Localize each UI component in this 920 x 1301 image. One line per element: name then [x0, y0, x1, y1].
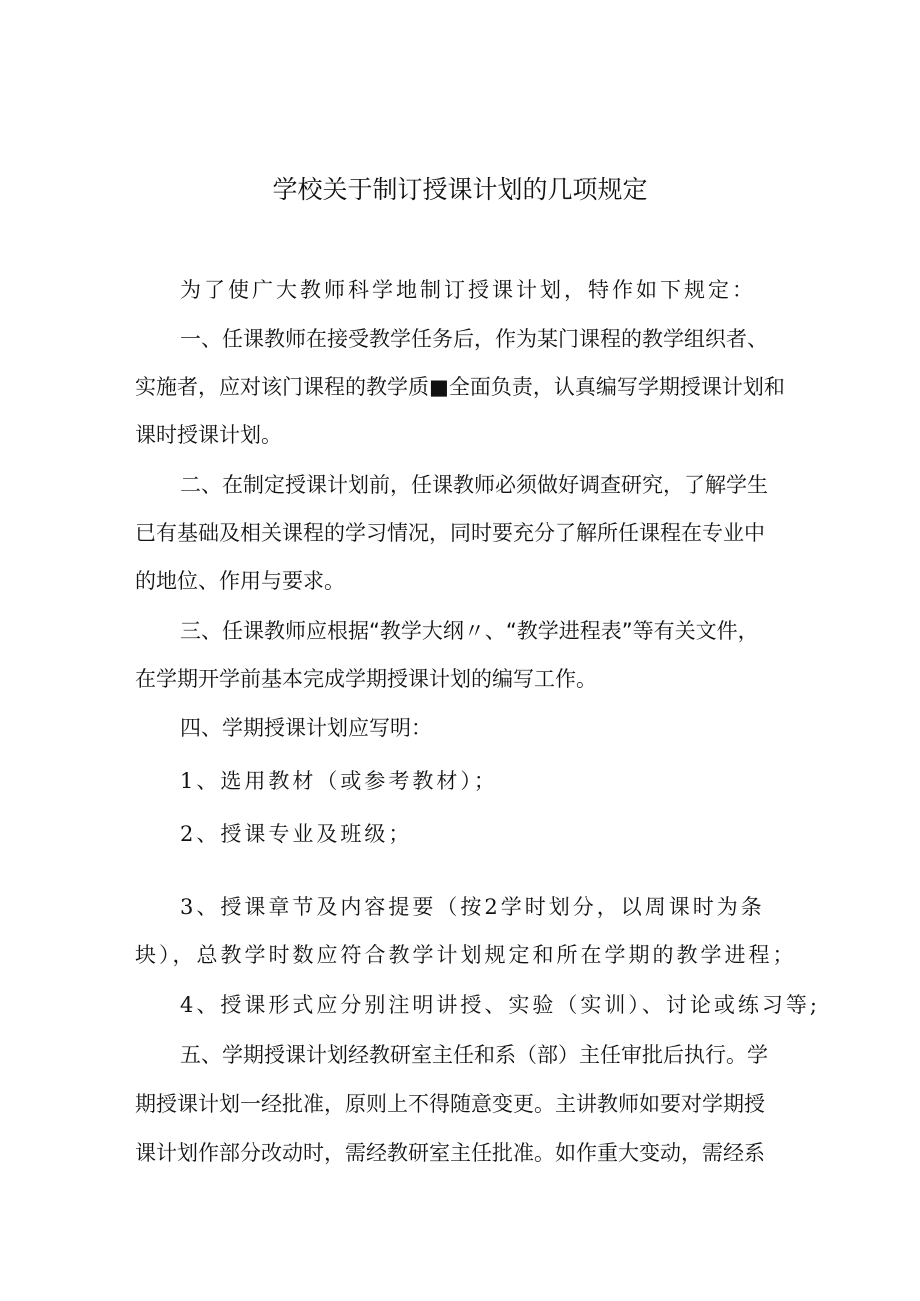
section3-line1: 三、任课教师应根据“教学大纲〃、“教学进程表”等有关文件， [180, 619, 759, 643]
section2-line3: 的地位、作用与要求。 [135, 569, 345, 593]
section1-line3: 课时授课计划。 [135, 423, 282, 447]
section4-heading: 四、学期授课计划应写明： [180, 716, 432, 740]
section3-line2: 在学期开学前基本完成学期授课计划的编写工作。 [135, 667, 597, 691]
section5-line1: 五、学期授课计划经教研室主任和系（部）主任审批后执行。学 [180, 1043, 768, 1067]
section4-item3-line2: 块），总教学时数应符合教学计划规定和所在学期的教学进程； [135, 943, 797, 967]
section1-line1: 一、任课教师在接受教学任务后，作为某门课程的教学组织者、 [180, 327, 768, 351]
document-title: 学校关于制订授课计划的几项规定 [272, 175, 648, 204]
section2-line1: 二、在制定授课计划前，任课教师必须做好调查研究，了解学生 [180, 473, 768, 497]
section5-line3: 课计划作部分改动时，需经教研室主任批准。如作重大变动，需经系 [135, 1141, 765, 1165]
section1-line2: 实施者，应对该门课程的教学质■全面负责，认真编写学期授课计划和 [135, 375, 785, 399]
section4-item1: 1、选用教材（或参考教材）； [180, 769, 498, 793]
section5-line2: 期授课计划一经批准，原则上不得随意变更。主讲教师如要对学期授 [135, 1092, 765, 1116]
section2-line2: 已有基础及相关课程的学习情况，同时要充分了解所任课程在专业中 [135, 521, 765, 545]
intro-paragraph: 为了使广大教师科学地制订授课计划，特作如下规定： [180, 278, 756, 302]
section4-item4: 4、授课形式应分别注明讲授、实验（实训）、讨论或练习等; [180, 993, 820, 1017]
section4-item2: 2、授课专业及班级； [180, 822, 413, 846]
section4-item3-line1: 3、授课章节及内容提要（按2学时划分，以周课时为条 [180, 895, 765, 919]
